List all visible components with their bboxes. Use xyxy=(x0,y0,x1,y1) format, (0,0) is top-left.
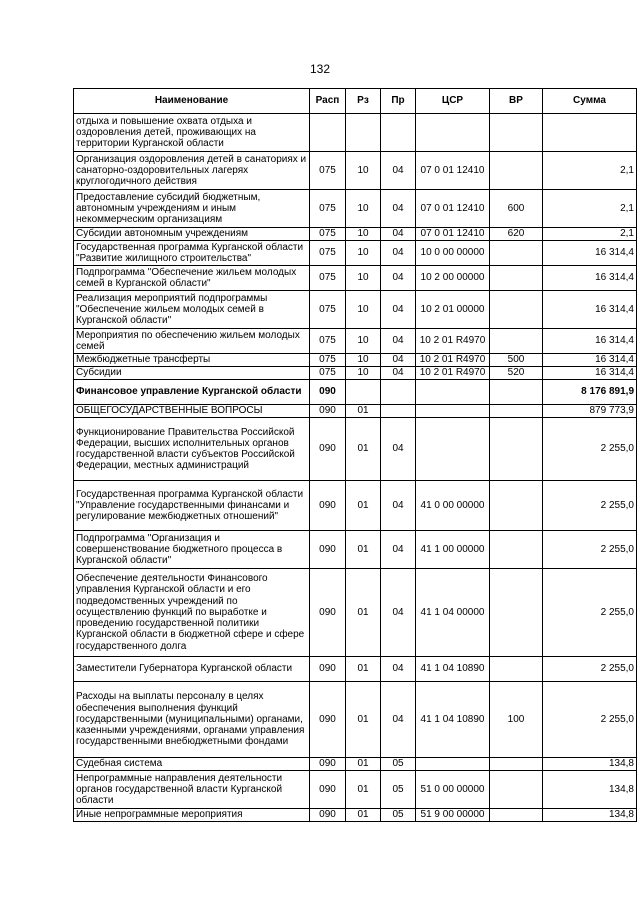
cell-rz: 10 xyxy=(346,152,381,190)
cell-rasp: 090 xyxy=(310,682,346,758)
table-row xyxy=(74,329,637,354)
cell-csr xyxy=(416,758,490,771)
cell-sum: 16 314,4 xyxy=(543,266,637,291)
cell-rz: 01 xyxy=(346,531,381,569)
cell-name: Функционирование Правительства Российской Федерации, высших исполнительных органов государственной власти субъектов Российской Федерации, местных администраций xyxy=(74,418,310,481)
cell-name: отдыха и повышение охвата отдыха и оздоровления детей, проживающих на территории Курганской области xyxy=(74,114,310,152)
cell-sum: 2 255,0 xyxy=(543,682,637,758)
cell-pr: 04 xyxy=(381,569,416,657)
cell-pr xyxy=(381,405,416,418)
cell-rz xyxy=(346,380,381,405)
cell-sum: 134,8 xyxy=(543,758,637,771)
table-row xyxy=(74,771,637,809)
cell-name: Подпрограмма "Обеспечение жильем молодых семей в Курганской области" xyxy=(74,266,310,291)
cell-vr xyxy=(490,418,543,481)
cell-vr: 600 xyxy=(490,190,543,228)
cell-name: Мероприятия по обеспечению жильем молодых семей xyxy=(74,329,310,354)
cell-csr: 41 1 04 00000 xyxy=(416,569,490,657)
cell-rasp: 090 xyxy=(310,809,346,822)
cell-sum: 16 314,4 xyxy=(543,367,637,380)
cell-rasp: 090 xyxy=(310,758,346,771)
table-row xyxy=(74,241,637,266)
cell-rz: 01 xyxy=(346,682,381,758)
cell-vr xyxy=(490,291,543,329)
cell-sum: 2 255,0 xyxy=(543,569,637,657)
cell-rasp: 090 xyxy=(310,771,346,809)
cell-rz: 01 xyxy=(346,758,381,771)
cell-sum: 16 314,4 xyxy=(543,291,637,329)
cell-name: Субсидии xyxy=(74,367,310,380)
cell-pr: 04 xyxy=(381,228,416,241)
table-row xyxy=(74,657,637,682)
header-vr: ВР xyxy=(490,89,543,114)
cell-name: Обеспечение деятельности Финансового управления Курганской области и его подведомственных учреждений по осуществлению функций по выработке и проведению государственной политики Курганской области в бюджетной сфере и сфере государственного долга xyxy=(74,569,310,657)
cell-pr: 04 xyxy=(381,531,416,569)
cell-pr: 04 xyxy=(381,657,416,682)
cell-sum: 16 314,4 xyxy=(543,329,637,354)
cell-rz: 01 xyxy=(346,405,381,418)
cell-name: Государственная программа Курганской области "Управление государственными финансами и регулирование межбюджетных отношений" xyxy=(74,481,310,531)
table-row xyxy=(74,266,637,291)
cell-rasp: 075 xyxy=(310,241,346,266)
cell-name: Заместители Губернатора Курганской области xyxy=(74,657,310,682)
cell-vr: 620 xyxy=(490,228,543,241)
table-header-row xyxy=(74,89,637,114)
cell-name: Подпрограмма "Организация и совершенствование бюджетного процесса в Курганской области" xyxy=(74,531,310,569)
cell-vr xyxy=(490,758,543,771)
cell-name: Организация оздоровления детей в санаториях и санаторно-оздоровительных лагерях круглогодичного действия xyxy=(74,152,310,190)
cell-pr xyxy=(381,114,416,152)
header-name: Наименование xyxy=(74,89,310,114)
cell-pr: 05 xyxy=(381,809,416,822)
cell-sum: 8 176 891,9 xyxy=(543,380,637,405)
cell-rz: 10 xyxy=(346,190,381,228)
cell-rasp: 090 xyxy=(310,657,346,682)
cell-rasp: 090 xyxy=(310,418,346,481)
cell-vr xyxy=(490,329,543,354)
cell-rasp: 090 xyxy=(310,569,346,657)
cell-csr xyxy=(416,114,490,152)
cell-csr: 51 9 00 00000 xyxy=(416,809,490,822)
cell-rz: 10 xyxy=(346,354,381,367)
cell-sum: 134,8 xyxy=(543,809,637,822)
cell-sum: 879 773,9 xyxy=(543,405,637,418)
cell-sum: 134,8 xyxy=(543,771,637,809)
cell-pr: 05 xyxy=(381,758,416,771)
cell-rz: 01 xyxy=(346,418,381,481)
cell-vr xyxy=(490,481,543,531)
cell-rz: 01 xyxy=(346,569,381,657)
table-row xyxy=(74,418,637,481)
cell-pr: 04 xyxy=(381,367,416,380)
cell-rasp: 075 xyxy=(310,266,346,291)
cell-rz: 01 xyxy=(346,771,381,809)
cell-vr xyxy=(490,569,543,657)
cell-pr: 04 xyxy=(381,190,416,228)
header-sum: Сумма xyxy=(543,89,637,114)
cell-sum: 2 255,0 xyxy=(543,418,637,481)
cell-sum: 2,1 xyxy=(543,228,637,241)
cell-sum: 2,1 xyxy=(543,190,637,228)
cell-vr: 500 xyxy=(490,354,543,367)
cell-vr xyxy=(490,405,543,418)
cell-vr xyxy=(490,114,543,152)
cell-name: Предоставление субсидий бюджетным, автономным учреждениям и иным некоммерческим организациям xyxy=(74,190,310,228)
cell-csr: 10 2 01 R4970 xyxy=(416,367,490,380)
table-row xyxy=(74,367,637,380)
cell-sum: 16 314,4 xyxy=(543,241,637,266)
cell-csr xyxy=(416,405,490,418)
table-row xyxy=(74,380,637,405)
cell-vr xyxy=(490,809,543,822)
cell-pr: 04 xyxy=(381,682,416,758)
cell-vr: 520 xyxy=(490,367,543,380)
cell-rasp: 075 xyxy=(310,152,346,190)
cell-name: Субсидии автономным учреждениям xyxy=(74,228,310,241)
table-row xyxy=(74,354,637,367)
table-row xyxy=(74,531,637,569)
cell-vr xyxy=(490,241,543,266)
cell-pr: 04 xyxy=(381,329,416,354)
cell-pr: 04 xyxy=(381,241,416,266)
header-rz: Рз xyxy=(346,89,381,114)
budget-table xyxy=(73,88,637,822)
cell-name: Финансовое управление Курганской области xyxy=(74,380,310,405)
cell-csr: 10 2 01 R4970 xyxy=(416,354,490,367)
cell-sum: 2 255,0 xyxy=(543,531,637,569)
cell-rz: 01 xyxy=(346,481,381,531)
cell-name: ОБЩЕГОСУДАРСТВЕННЫЕ ВОПРОСЫ xyxy=(74,405,310,418)
cell-rasp: 075 xyxy=(310,228,346,241)
cell-pr: 04 xyxy=(381,354,416,367)
cell-name: Судебная система xyxy=(74,758,310,771)
table-row xyxy=(74,114,637,152)
cell-rz: 10 xyxy=(346,241,381,266)
cell-rasp: 075 xyxy=(310,190,346,228)
cell-vr xyxy=(490,266,543,291)
cell-name: Реализация мероприятий подпрограммы "Обеспечение жильем молодых семей в Курганской области" xyxy=(74,291,310,329)
table-row xyxy=(74,682,637,758)
cell-rz: 10 xyxy=(346,329,381,354)
cell-pr: 04 xyxy=(381,152,416,190)
cell-rz: 10 xyxy=(346,228,381,241)
cell-rasp: 075 xyxy=(310,367,346,380)
cell-csr: 07 0 01 12410 xyxy=(416,228,490,241)
cell-vr xyxy=(490,380,543,405)
header-rasp: Расп xyxy=(310,89,346,114)
table-row xyxy=(74,758,637,771)
cell-rz xyxy=(346,114,381,152)
cell-name: Государственная программа Курганской области "Развитие жилищного строительства" xyxy=(74,241,310,266)
table-row xyxy=(74,569,637,657)
cell-rz: 01 xyxy=(346,657,381,682)
table-row xyxy=(74,481,637,531)
cell-pr xyxy=(381,380,416,405)
cell-csr: 41 1 04 10890 xyxy=(416,682,490,758)
cell-vr xyxy=(490,152,543,190)
cell-pr: 04 xyxy=(381,266,416,291)
cell-vr xyxy=(490,771,543,809)
page-number: 132 xyxy=(309,62,331,76)
cell-name: Непрограммные направления деятельности органов государственной власти Курганской области xyxy=(74,771,310,809)
cell-sum: 2 255,0 xyxy=(543,657,637,682)
cell-sum: 16 314,4 xyxy=(543,354,637,367)
cell-rasp: 090 xyxy=(310,481,346,531)
table-row xyxy=(74,152,637,190)
cell-name: Расходы на выплаты персоналу в целях обеспечения выполнения функций государственными (муниципальными) органами, казенными учреждениями, органами управления государственными внебюджетными фондами xyxy=(74,682,310,758)
cell-vr xyxy=(490,531,543,569)
cell-vr: 100 xyxy=(490,682,543,758)
table-row xyxy=(74,228,637,241)
cell-pr: 04 xyxy=(381,481,416,531)
cell-rz: 10 xyxy=(346,291,381,329)
cell-rz: 10 xyxy=(346,266,381,291)
cell-csr: 10 0 00 00000 xyxy=(416,241,490,266)
cell-csr: 51 0 00 00000 xyxy=(416,771,490,809)
cell-csr: 10 2 01 R4970 xyxy=(416,329,490,354)
cell-csr: 41 1 00 00000 xyxy=(416,531,490,569)
header-pr: Пр xyxy=(381,89,416,114)
cell-sum xyxy=(543,114,637,152)
cell-rasp xyxy=(310,114,346,152)
cell-csr: 10 2 01 00000 xyxy=(416,291,490,329)
cell-csr: 07 0 01 12410 xyxy=(416,190,490,228)
cell-rasp: 090 xyxy=(310,405,346,418)
cell-sum: 2 255,0 xyxy=(543,481,637,531)
cell-csr xyxy=(416,418,490,481)
cell-rasp: 075 xyxy=(310,354,346,367)
cell-rasp: 090 xyxy=(310,531,346,569)
cell-rz: 10 xyxy=(346,367,381,380)
cell-rasp: 075 xyxy=(310,329,346,354)
table-row xyxy=(74,809,637,822)
table-row xyxy=(74,291,637,329)
cell-rasp: 090 xyxy=(310,380,346,405)
cell-csr: 10 2 00 00000 xyxy=(416,266,490,291)
cell-name: Иные непрограммные мероприятия xyxy=(74,809,310,822)
cell-pr: 04 xyxy=(381,291,416,329)
cell-csr: 07 0 01 12410 xyxy=(416,152,490,190)
table-body xyxy=(74,114,637,822)
cell-csr: 41 0 00 00000 xyxy=(416,481,490,531)
table-row xyxy=(74,405,637,418)
header-csr: ЦСР xyxy=(416,89,490,114)
cell-pr: 04 xyxy=(381,418,416,481)
cell-sum: 2,1 xyxy=(543,152,637,190)
cell-rasp: 075 xyxy=(310,291,346,329)
cell-pr: 05 xyxy=(381,771,416,809)
cell-csr: 41 1 04 10890 xyxy=(416,657,490,682)
cell-csr xyxy=(416,380,490,405)
cell-vr xyxy=(490,657,543,682)
cell-name: Межбюджетные трансферты xyxy=(74,354,310,367)
table-row xyxy=(74,190,637,228)
cell-rz: 01 xyxy=(346,809,381,822)
